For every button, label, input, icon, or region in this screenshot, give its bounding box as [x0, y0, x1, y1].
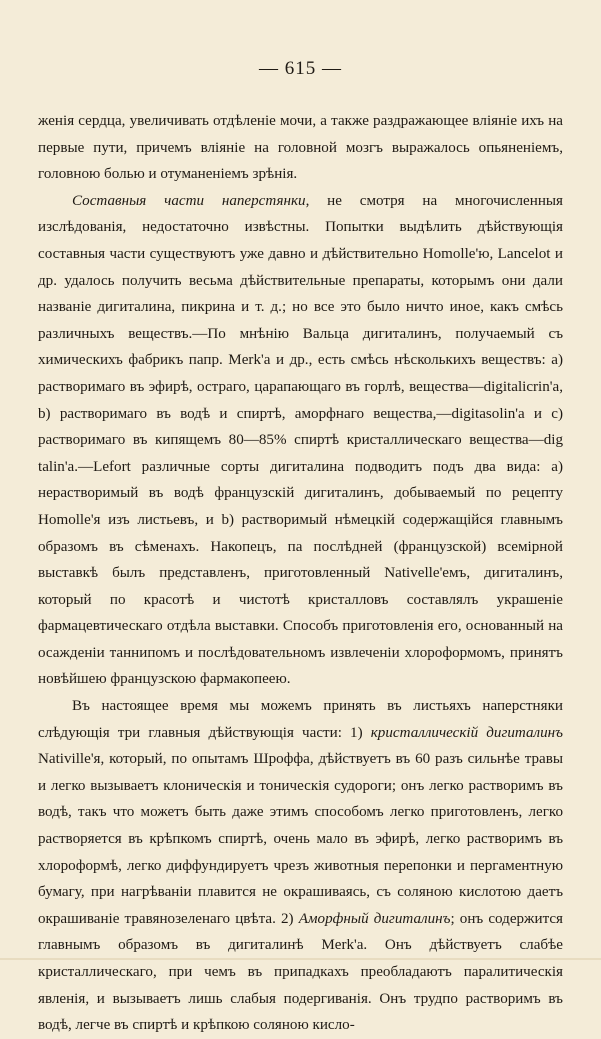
text-run: , не смотря на многочисленныя изслѣдованія, недостаточно извѣстны. Попытки выдѣлить дѣйствующія составныя части существуютъ уже давно и дѣйствительно Homolle'ю, Lancelot и др. удалось получить весьма дѣйствительные препараты, которымъ они дали названіе дигиталина, пикрина и т. д.; но все это было ничто иное, какъ смѣсь различныхъ веществъ.—По мнѣнію Вальца дигиталинъ, получаемый съ химическихъ фабрикъ папр. Merk'a и др., есть смѣсь нѣсколькихъ веществъ: а) растворимаго въ эфирѣ, остраго, царапающаго въ горлѣ, вещества—digitalicrin'a, b) растворимаго въ водѣ и спиртѣ, аморфнаго вещества,—digitasolin'a и с) растворимаго въ кипящемъ 80—85% спиртѣ кристаллическаго вещества—dig talin'a.—Lefort различные сорты дигиталина подводитъ подъ два вида: а) нерастворимый въ водѣ французскій дигиталинъ, добываемый по рецепту Homolle'я изъ листьевъ, и b) растворимый нѣмецкій содержащійся главнымъ образомъ въ сѣменахъ. Накопецъ, па послѣдней (французской) всемірной выставкѣ былъ представленъ, приготовленный Nativelle'емъ, дигиталинъ, который по красотѣ и чистотѣ кристалловъ составлялъ украшеніе фармацевтическаго отдѣла выставки. Способъ приготовленія его, основанный на осажденіи таннипомъ и послѣдовательномъ извлеченіи хлороформомъ, принятъ новѣйшею французскою фармакопеею.: [38, 192, 563, 688]
page-number: — 615 —: [259, 58, 342, 79]
text-run: женія сердца, увеличивать отдѣленіе мочи, а также раздражающее вліяніе ихъ на первые пути, причемъ вліяніе на головной мозгъ выражалось опьяненіемъ, головною болью и отуманеніемъ зрѣнія.: [38, 113, 563, 183]
page-body: [38, 108, 563, 1039]
italic-heading-run: Составныя части наперстянки: [72, 192, 306, 209]
text-run: ; онъ содержится главнымъ образомъ въ дигиталинѣ Merk'a. Онъ дѣйствуетъ слабѣе кристаллическаго, при чемъ въ припадкахъ преобладаютъ паралитическія явленія, и вызываетъ лишь слабыя подергиванія. Онъ трудпо растворимъ въ водѣ, легче въ спиртѣ и крѣпкою соляною кисло-: [38, 910, 563, 1034]
paragraph-digitalin: [38, 693, 563, 1039]
text-run: Въ настоящее время мы можемъ принять въ листьяхъ наперстняки слѣдующія три главныя дѣйствующія части: 1): [38, 698, 563, 741]
paragraph-continued: [38, 108, 563, 188]
paragraph-components: [38, 188, 563, 693]
italic-term-run: Аморфный дигиталинъ: [298, 910, 451, 927]
text-run: Nativille'я, который, по опытамъ Шроффа, дѣйствуетъ въ 60 разъ сильнѣе травы и легко вызываетъ клоническія и тоническія судороги; онъ легко растворимъ въ водѣ, такъ что можетъ быть даже этимъ способомъ легко приготовленъ, легко растворяется въ крѣпкомъ спиртѣ, очень мало въ эфирѣ, легко растворимъ въ хлороформѣ, легко диффундируетъ чрезъ животныя перепонки и пергаментную бумагу, при нагрѣваніи плавится не окрашиваясь, съ соляною кислотою даетъ окрашиваніе травянозеленаго цвѣта. 2): [38, 751, 563, 927]
italic-term-run: кристаллическій дигиталинъ: [370, 724, 563, 741]
